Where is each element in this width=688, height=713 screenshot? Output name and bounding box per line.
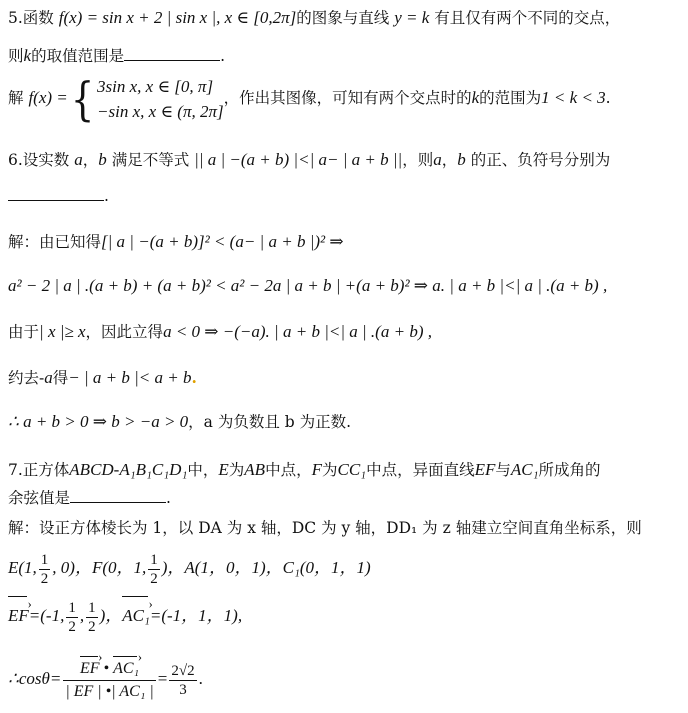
p5-line2: 则k的取值范围是 . xyxy=(8,46,226,65)
p6-sol3: 由于| x |≥ x，因此立得a < 0 ⇒ −(−a). | a + b |<| a | .(a + b) , xyxy=(8,322,432,341)
p5-function: f(x) = sin x + 2 | sin x |, x ∈ [0,2π] xyxy=(58,8,297,27)
cosine-fraction: $\frac{\text{EF › • AC₁ ›}}{\text{| EF | •| AC₁ |}}$ xyxy=(63,658,155,703)
p6-sol2: a² − 2 | a | .(a + b) + (a + b)² < a² − 2a | a + b | +(a + b)² ⇒ a. | a + b |<| a | .(a + b) , xyxy=(8,276,608,295)
p7-sol1: 解：设正方体棱长为 1，以 DA 为 x 轴，DC 为 y 轴，DD₁ 为 z 轴建立空间直角坐标系，则 xyxy=(8,519,642,537)
p7-cosine: ∴cosθ= $\frac{\text{EF › • AC₁ ›}}{\text{| EF | •| AC₁ |}}$ = $\frac{2√2}{3}$ . xyxy=(8,654,203,706)
p6-line2: . xyxy=(8,186,109,206)
answer-blank xyxy=(70,488,166,503)
fraction-half: $\frac{1}{2}$ xyxy=(40,551,49,587)
p6-inequality: || a | −(a + b) |<| a− | a + b || xyxy=(194,150,403,169)
p6-sol5: ∴ a + b > 0 ⇒ b > −a > 0，a 为负数且 b 为正数. xyxy=(8,412,352,431)
left-brace: { xyxy=(70,72,95,126)
p7-vectors: EF ›=(-1, $\frac{1}{2}$ , $\frac{1}{2}$ )，AC₁ ›=(-1，1，1), xyxy=(8,598,242,636)
p5-line1: 5.函数 f(x) = sin x + 2 | sin x |, x ∈ [0,2π]的图象与直线 y = k 有且仅有两个不同的交点， xyxy=(8,8,621,27)
p5-solution: 解 f(x) ={ 3sin x, x ∈ [0, π] −sin x, x ∈ (π, 2π] ，作出其图像，可知有两个交点时的k的范围为1 < k < 3. xyxy=(8,72,611,126)
fraction-half: $\frac{1}{2}$ xyxy=(150,551,158,587)
fraction-half: $\frac{1}{2}$ xyxy=(68,599,76,635)
answer-blank xyxy=(124,46,220,61)
p6-sol4: 约去-a得− | a + b |< a + b. xyxy=(8,368,197,387)
vector-EF: EF › xyxy=(8,598,29,634)
vector-AC1: AC₁ › xyxy=(122,598,150,634)
fraction-half: $\frac{1}{2}$ xyxy=(88,599,96,635)
p7-points: E(1, $\frac{1}{2}$ , 0)，F(0，1, $\frac{1}{2}$ )，A(1，0，1)，C₁(0，1，1) xyxy=(8,551,371,587)
result-fraction: $\frac{2√2}{3}$ xyxy=(171,662,195,698)
p6-sol1: 解：由已知得[| a | −(a + b)]² < (a− | a + b |)² ⇒ xyxy=(8,232,344,251)
piecewise-cases: 3sin x, x ∈ [0, π] −sin x, x ∈ (π, 2π] xyxy=(97,77,224,121)
p6-line1: 6.设实数 a，b 满足不等式 || a | −(a + b) |<| a− | a + b ||，则a，b 的正、负符号分别为 xyxy=(8,150,611,169)
answer-blank xyxy=(8,186,104,201)
p7-line2: 余弦值是 . xyxy=(8,489,171,507)
p7-line1: 7.正方体ABCD-A₁B₁C₁D₁中，E为AB中点，F为CC₁中点，异面直线EF与AC₁所成角的 xyxy=(8,460,601,479)
